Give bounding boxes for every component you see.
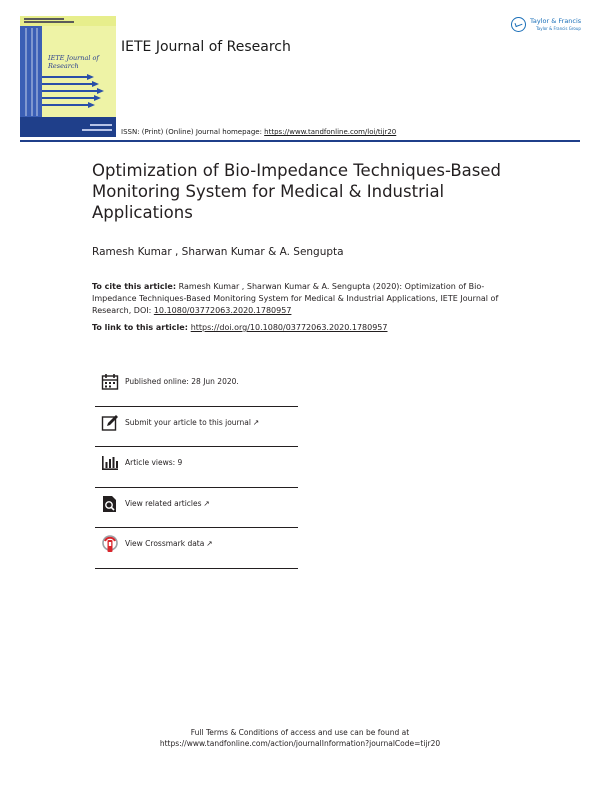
calendar-icon — [101, 373, 119, 391]
footer-terms-link[interactable]: https://www.tandfonline.com/action/journalInformation?journalCode=tijr20 — [159, 739, 441, 748]
footer — [0, 727, 600, 749]
journal-homepage-link[interactable]: https://www.tandfonline.com/loi/tijr20 — [264, 128, 397, 136]
related-articles-link[interactable]: View related articles ↗ — [125, 498, 210, 508]
article-doi-link[interactable]: https://doi.org/10.1080/03772063.2020.1780957 — [190, 323, 388, 332]
journal-cover-image[interactable] — [20, 16, 116, 137]
footer-terms-text: Full Terms & Conditions of access and use can be found at — [190, 728, 410, 737]
link-label: To link to this article: — [92, 323, 191, 332]
external-link-icon: ↗ — [203, 498, 210, 508]
submit-article-row[interactable] — [95, 407, 298, 448]
cover-title: IETE Journal of Research — [48, 54, 99, 70]
citation-block — [92, 281, 512, 317]
related-articles-row[interactable] — [95, 488, 298, 529]
publisher-logo-subtitle: Taylor & Francis Group — [536, 26, 581, 31]
cover-bottom-band — [20, 117, 116, 137]
article-link-line — [92, 323, 388, 332]
header-divider — [20, 140, 580, 142]
bar-chart-icon — [101, 454, 119, 472]
published-online-row — [95, 366, 298, 407]
publisher-logo[interactable] — [509, 16, 585, 36]
article-views-label: Article views: 9 — [125, 458, 183, 467]
citation-doi-link[interactable]: 10.1080/03772063.2020.1780957 — [153, 306, 292, 315]
crossmark-row[interactable] — [95, 528, 298, 569]
article-actions-list — [95, 366, 298, 569]
related-articles-icon — [101, 495, 119, 513]
publisher-logo-name: Taylor & Francis — [530, 17, 582, 25]
crossmark-link[interactable]: View Crossmark data ↗ — [125, 539, 213, 548]
citation-text: Ramesh Kumar , Sharwan Kumar & A. Sengupta (2020): Optimization of Bio-Impedance Techniques-Based Monitoring System for Medical & Industrial Applications, IETE Journal of Research, DOI: — [92, 282, 499, 315]
citation-label: To cite this article: — [92, 282, 177, 291]
crossmark-icon — [101, 535, 119, 553]
publisher-logo-icon — [511, 17, 526, 32]
article-authors: Ramesh Kumar , Sharwan Kumar & A. Sengupta — [92, 246, 344, 258]
edit-icon — [101, 414, 119, 432]
issn-line — [121, 128, 396, 136]
submit-article-link[interactable]: Submit your article to this journal ↗ — [125, 417, 260, 427]
article-title: Optimization of Bio-Impedance Techniques-Based Monitoring System for Medical & Industrial Applications — [92, 161, 501, 222]
external-link-icon: ↗ — [206, 539, 213, 548]
published-online-label: Published online: 28 Jun 2020. — [125, 377, 239, 386]
external-link-icon: ↗ — [252, 417, 260, 427]
issn-text: ISSN: (Print) (Online) Journal homepage: — [121, 128, 265, 136]
journal-title: IETE Journal of Research — [121, 39, 291, 55]
article-views-row — [95, 447, 298, 488]
